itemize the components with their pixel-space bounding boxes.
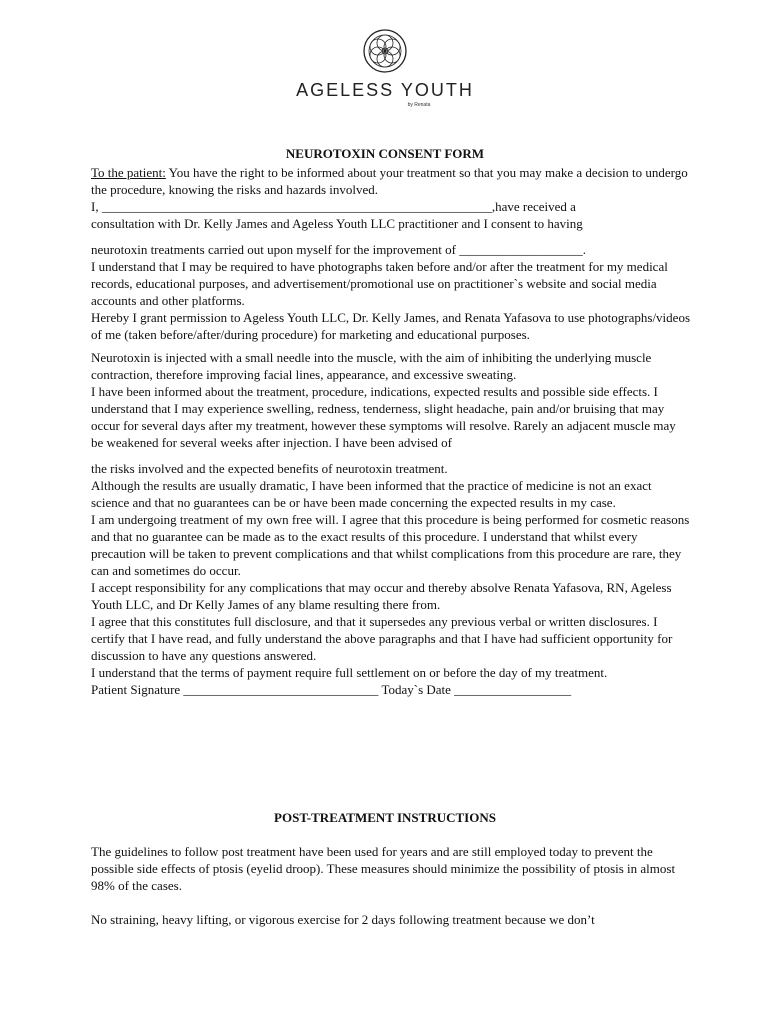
brand-byline: by Renata <box>407 102 431 108</box>
injection-paragraph: Neurotoxin is injected with a small needle into the muscle, with the aim of inhibiting the underlying muscle contraction, therefore improving facial lines, appearance, and excessive sweating. <box>91 350 652 382</box>
post-treatment-body <box>91 843 691 928</box>
risks-paragraph: the risks involved and the expected benefits of neurotoxin treatment. <box>91 461 448 476</box>
disclosure-paragraph: I agree that this constitutes full disclosure, and that it supersedes any previous verbal or written disclosures. I certify that I have read, and fully understand the above paragraphs and that I have had sufficient opportunity for discussion to have any questions answered. <box>91 614 673 663</box>
intro-paragraph <box>91 164 691 198</box>
straining-paragraph: No straining, heavy lifting, or vigorous exercise for 2 days following treatment because we don’t <box>91 912 595 927</box>
informed-paragraph: I have been informed about the treatment, procedure, indications, expected results and possible side effects. I understand that I may experience swelling, redness, tenderness, slight headache, pain and/or bruising that may occur for several days after my treatment, however these symptoms will resolve. Rarely an adjacent muscle may be weakened for several weeks after injection. I have been advised of <box>91 384 676 450</box>
consultation-line: consultation with Dr. Kelly James and Ageless Youth LLC practitioner and I consent to having <box>91 216 583 231</box>
results-paragraph: Although the results are usually dramatic, I have been informed that the practice of medicine is not an exact science and that no guarantees can be or have been made concerning the expected results in my case. <box>91 478 652 510</box>
consent-title: NEUROTOXIN CONSENT FORM <box>285 146 485 161</box>
intro-text: You have the right to be informed about your treatment so that you may make a decision to undergo the procedure, knowing the risks and hazards involved. <box>91 165 688 197</box>
freewill-paragraph: I am undergoing treatment of my own free will. I agree that this procedure is being performed for cosmetic reasons and that no guarantee can be made as to the exact results of this procedure. I understand that whilst every precaution will be taken to prevent complications and that whilst complications from this procedure are rare, they can and sometimes do occur. <box>91 512 690 578</box>
post-treatment-title: POST-TREATMENT INSTRUCTIONS <box>274 810 496 825</box>
intro-label: To the patient: <box>91 165 166 180</box>
payment-paragraph: I understand that the terms of payment require full settlement on or before the day of my treatment. <box>91 665 608 680</box>
guidelines-paragraph: The guidelines to follow post treatment have been used for years and are still employed today to prevent the possible side effects of ptosis (eyelid droop). These measures should minimize the possibility of ptosis in almost 98% of the cases. <box>91 844 676 893</box>
improvement-line: neurotoxin treatments carried out upon myself for the improvement of ___________________. <box>91 242 586 257</box>
brand-name: AGELESS YOUTH <box>296 80 474 100</box>
responsibility-paragraph: I accept responsibility for any complications that may occur and thereby absolve Renata Yafasova, RN, Ageless Youth LLC, and Dr Kelly James of any blame resulting there from. <box>91 580 672 612</box>
consent-body <box>91 164 691 698</box>
signature-line: Patient Signature ______________________________ Today`s Date __________________ <box>91 682 572 697</box>
permission-paragraph: Hereby I grant permission to Ageless Youth LLC, Dr. Kelly James, and Renata Yafasova to use photographs/videos of me (taken before/after/during procedure) for marketing and educational purposes. <box>91 310 691 342</box>
logo <box>0 28 770 108</box>
patient-name-line: I, ____________________________________________________________,have received a <box>91 199 576 214</box>
ageless-youth-emblem-icon <box>362 28 408 74</box>
photos-paragraph: I understand that I may be required to have photographs taken before and/or after the treatment for my medical records, educational purposes, and advertisement/promotional use on practitioner`s website and social media accounts and other platforms. <box>91 259 668 308</box>
